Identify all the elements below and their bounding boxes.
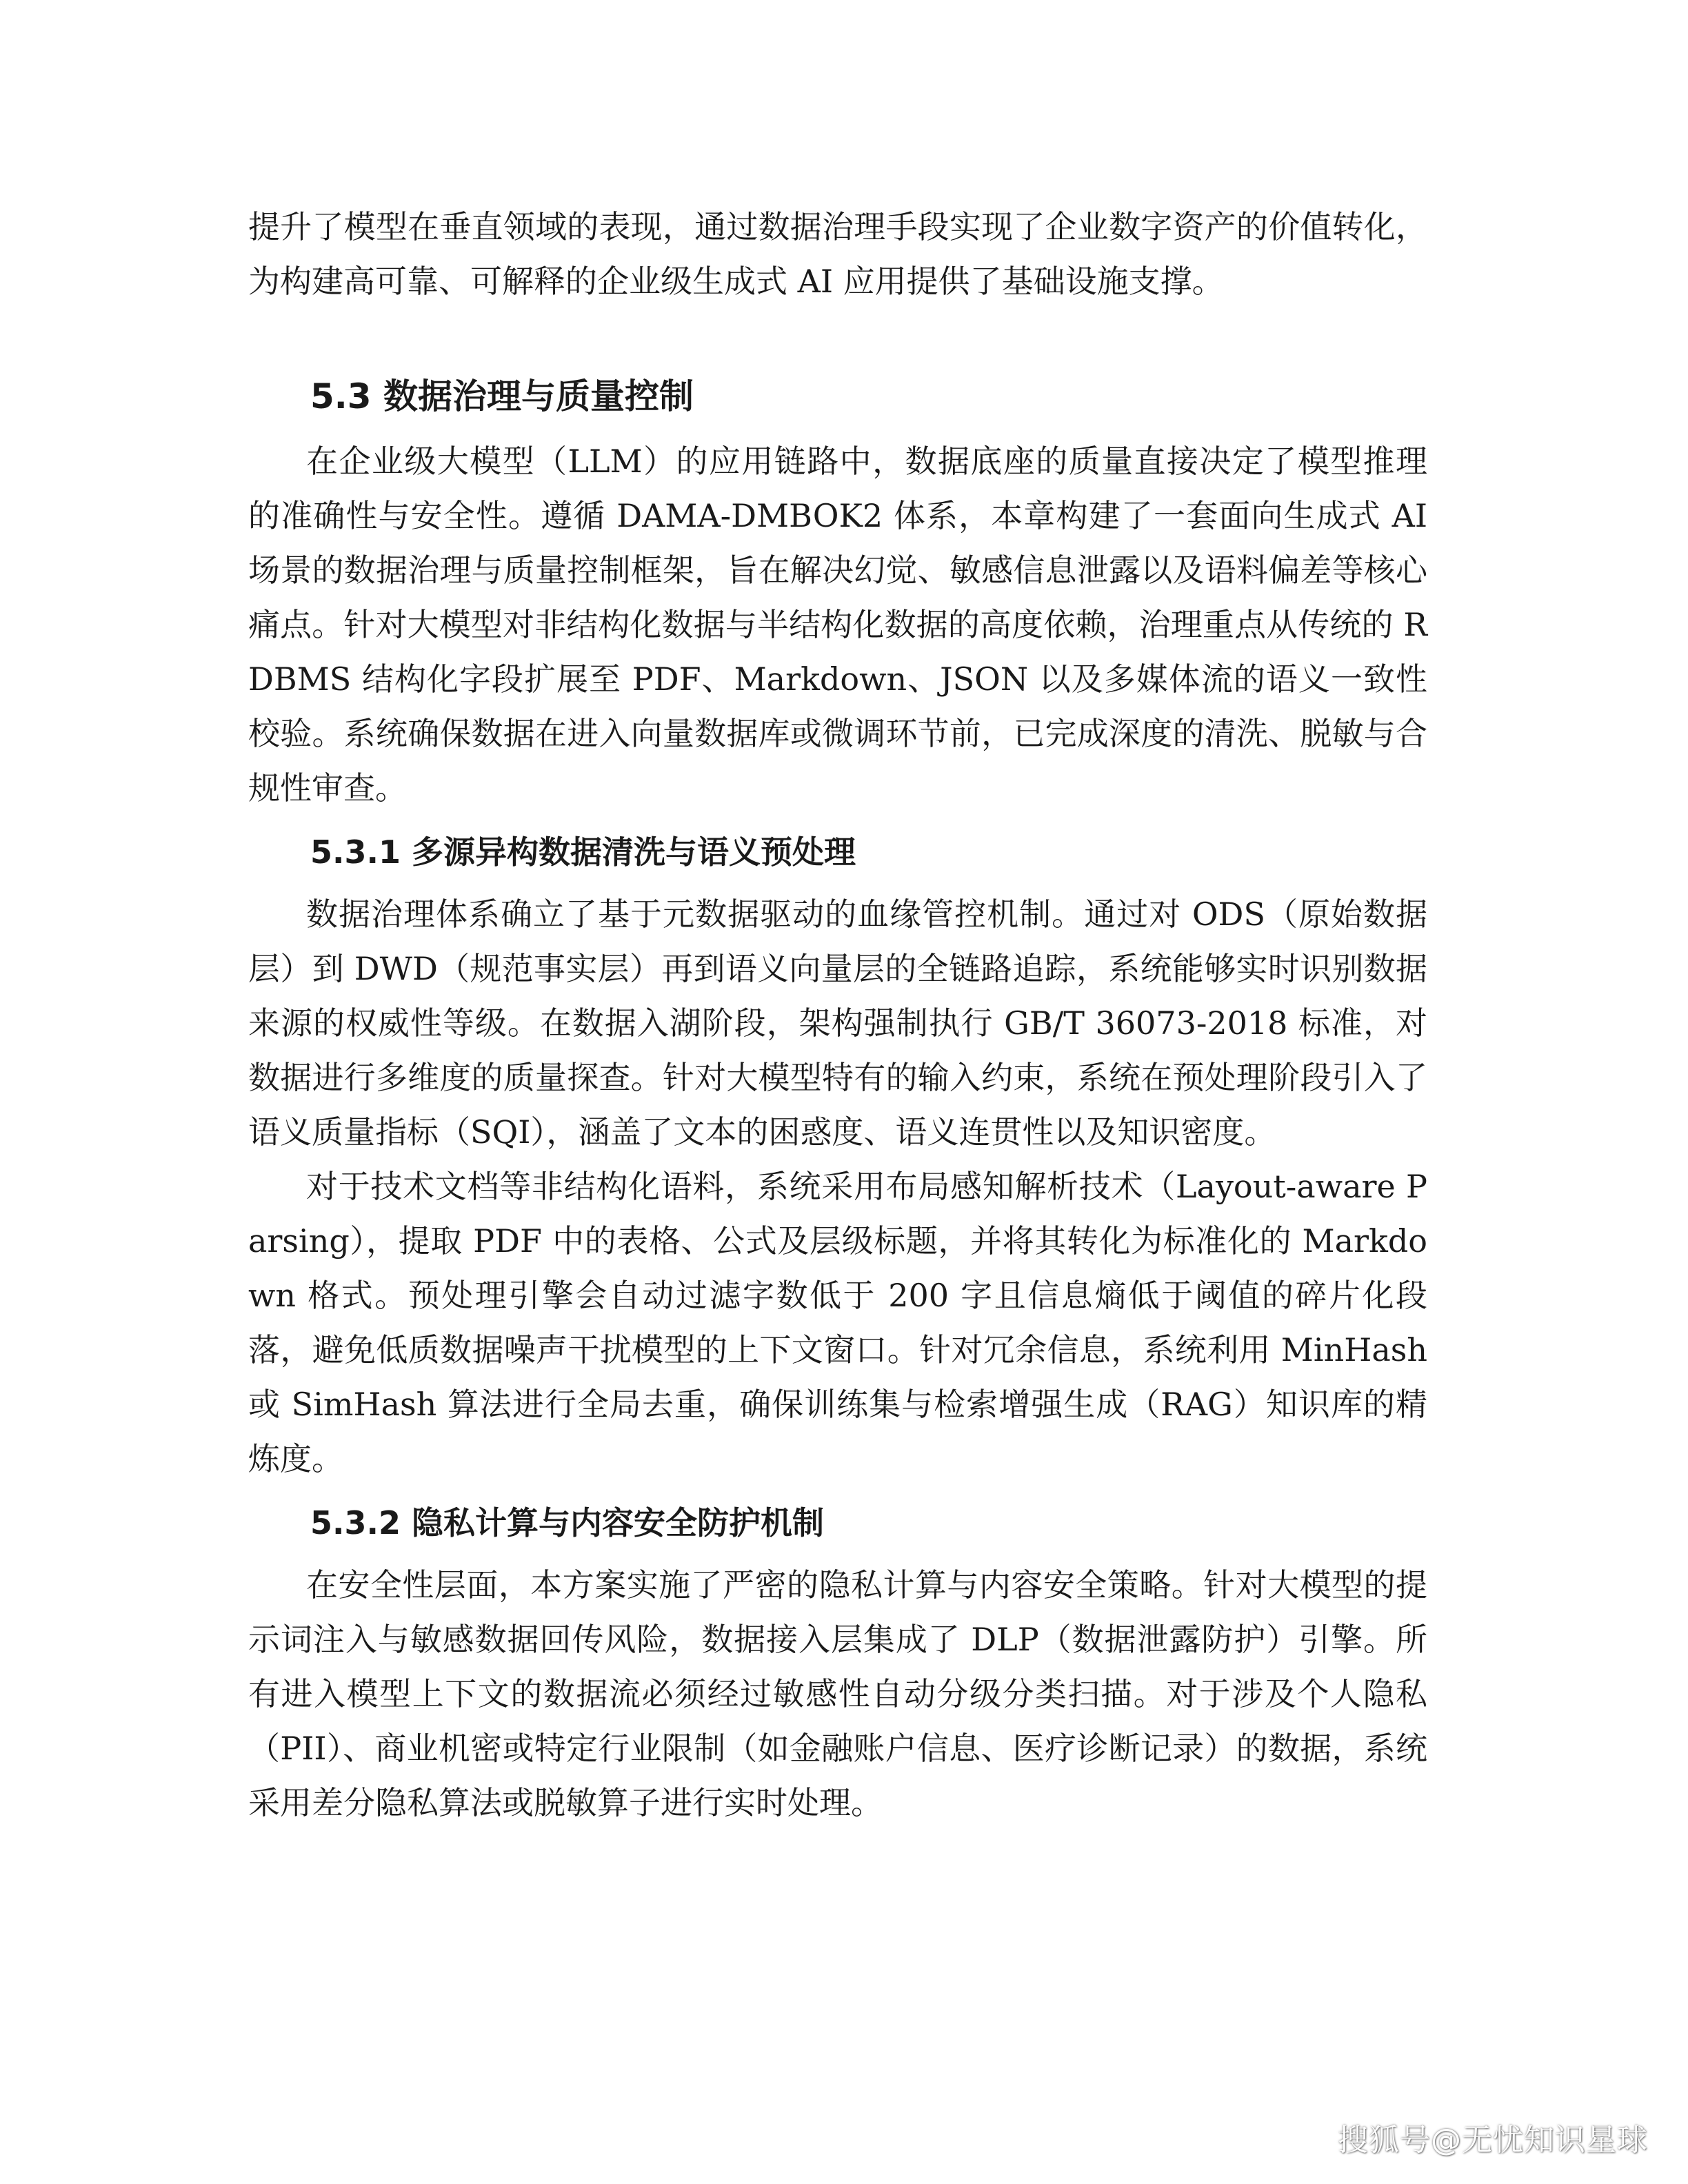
subsection-2-paragraph: 在安全性层面，本方案实施了严密的隐私计算与内容安全策略。针对大模型的提示词注入与敏感数据回传风险，数据接入层集成了 DLP（数据泄露防护）引擎。所有进入模型上下文的数据流必须经过敏感性自动分级分类扫描。对于涉及个人隐私（PII）、商业机密或特定行业限制（如金融账户信息、医疗诊断记录）的数据，系统采用差分隐私算法或脱敏算子进行实时处理。 [248,1566,1427,1821]
subsection-1-heading: 5.3.1 多源异构数据清洗与语义预处理 [310,833,856,871]
document-page [248,200,1427,1830]
subsection-1-paragraph-1: 数据治理体系确立了基于元数据驱动的血缘管控机制。通过对 ODS（原始数据层）到 DWD（规范事实层）再到语义向量层的全链路追踪，系统能够实时识别数据来源的权威性等级。在数据入湖阶段，架构强制执行 GB/T 36073-2018 标准，对数据进行多维度的质量探查。针对大模型特有的输入约束，系统在预处理阶段引入了语义质量指标（SQI），涵盖了文本的困惑度、语义连贯性以及知识密度。 [248,896,1427,1151]
section-heading: 5.3 数据治理与质量控制 [310,376,694,416]
subsection-2-heading: 5.3.2 隐私计算与内容安全防护机制 [310,1504,824,1541]
watermark: 搜狐号@无忧知识星球 [1338,2123,1648,2158]
subsection-1-paragraph-2: 对于技术文档等非结构化语料，系统采用布局感知解析技术（Layout-aware Parsing），提取 PDF 中的表格、公式及层级标题，并将其转化为标准化的 Markdown 格式。预处理引擎会自动过滤字数低于 200 字且信息熵低于阈值的碎片化段落，避免低质数据噪声干扰模型的上下文窗口。针对冗余信息，系统利用 MinHash 或 SimHash 算法进行全局去重，确保训练集与检索增强生成（RAG）知识库的精炼度。 [248,1168,1427,1477]
intro-paragraph: 提升了模型在垂直领域的表现，通过数据治理手段实现了企业数字资产的价值转化，为构建高可靠、可解释的企业级生成式 AI 应用提供了基础设施支撑。 [248,208,1427,300]
section-paragraph: 在企业级大模型（LLM）的应用链路中，数据底座的质量直接决定了模型推理的准确性与安全性。遵循 DAMA-DMBOK2 体系，本章构建了一套面向生成式 AI 场景的数据治理与质量控制框架，旨在解决幻觉、敏感信息泄露以及语料偏差等核心痛点。针对大模型对非结构化数据与半结构化数据的高度依赖，治理重点从传统的 RDBMS 结构化字段扩展至 PDF、Markdown、JSON 以及多媒体流的语义一致性校验。系统确保数据在进入向量数据库或微调环节前，已完成深度的清洗、脱敏与合规性审查。 [248,443,1427,807]
